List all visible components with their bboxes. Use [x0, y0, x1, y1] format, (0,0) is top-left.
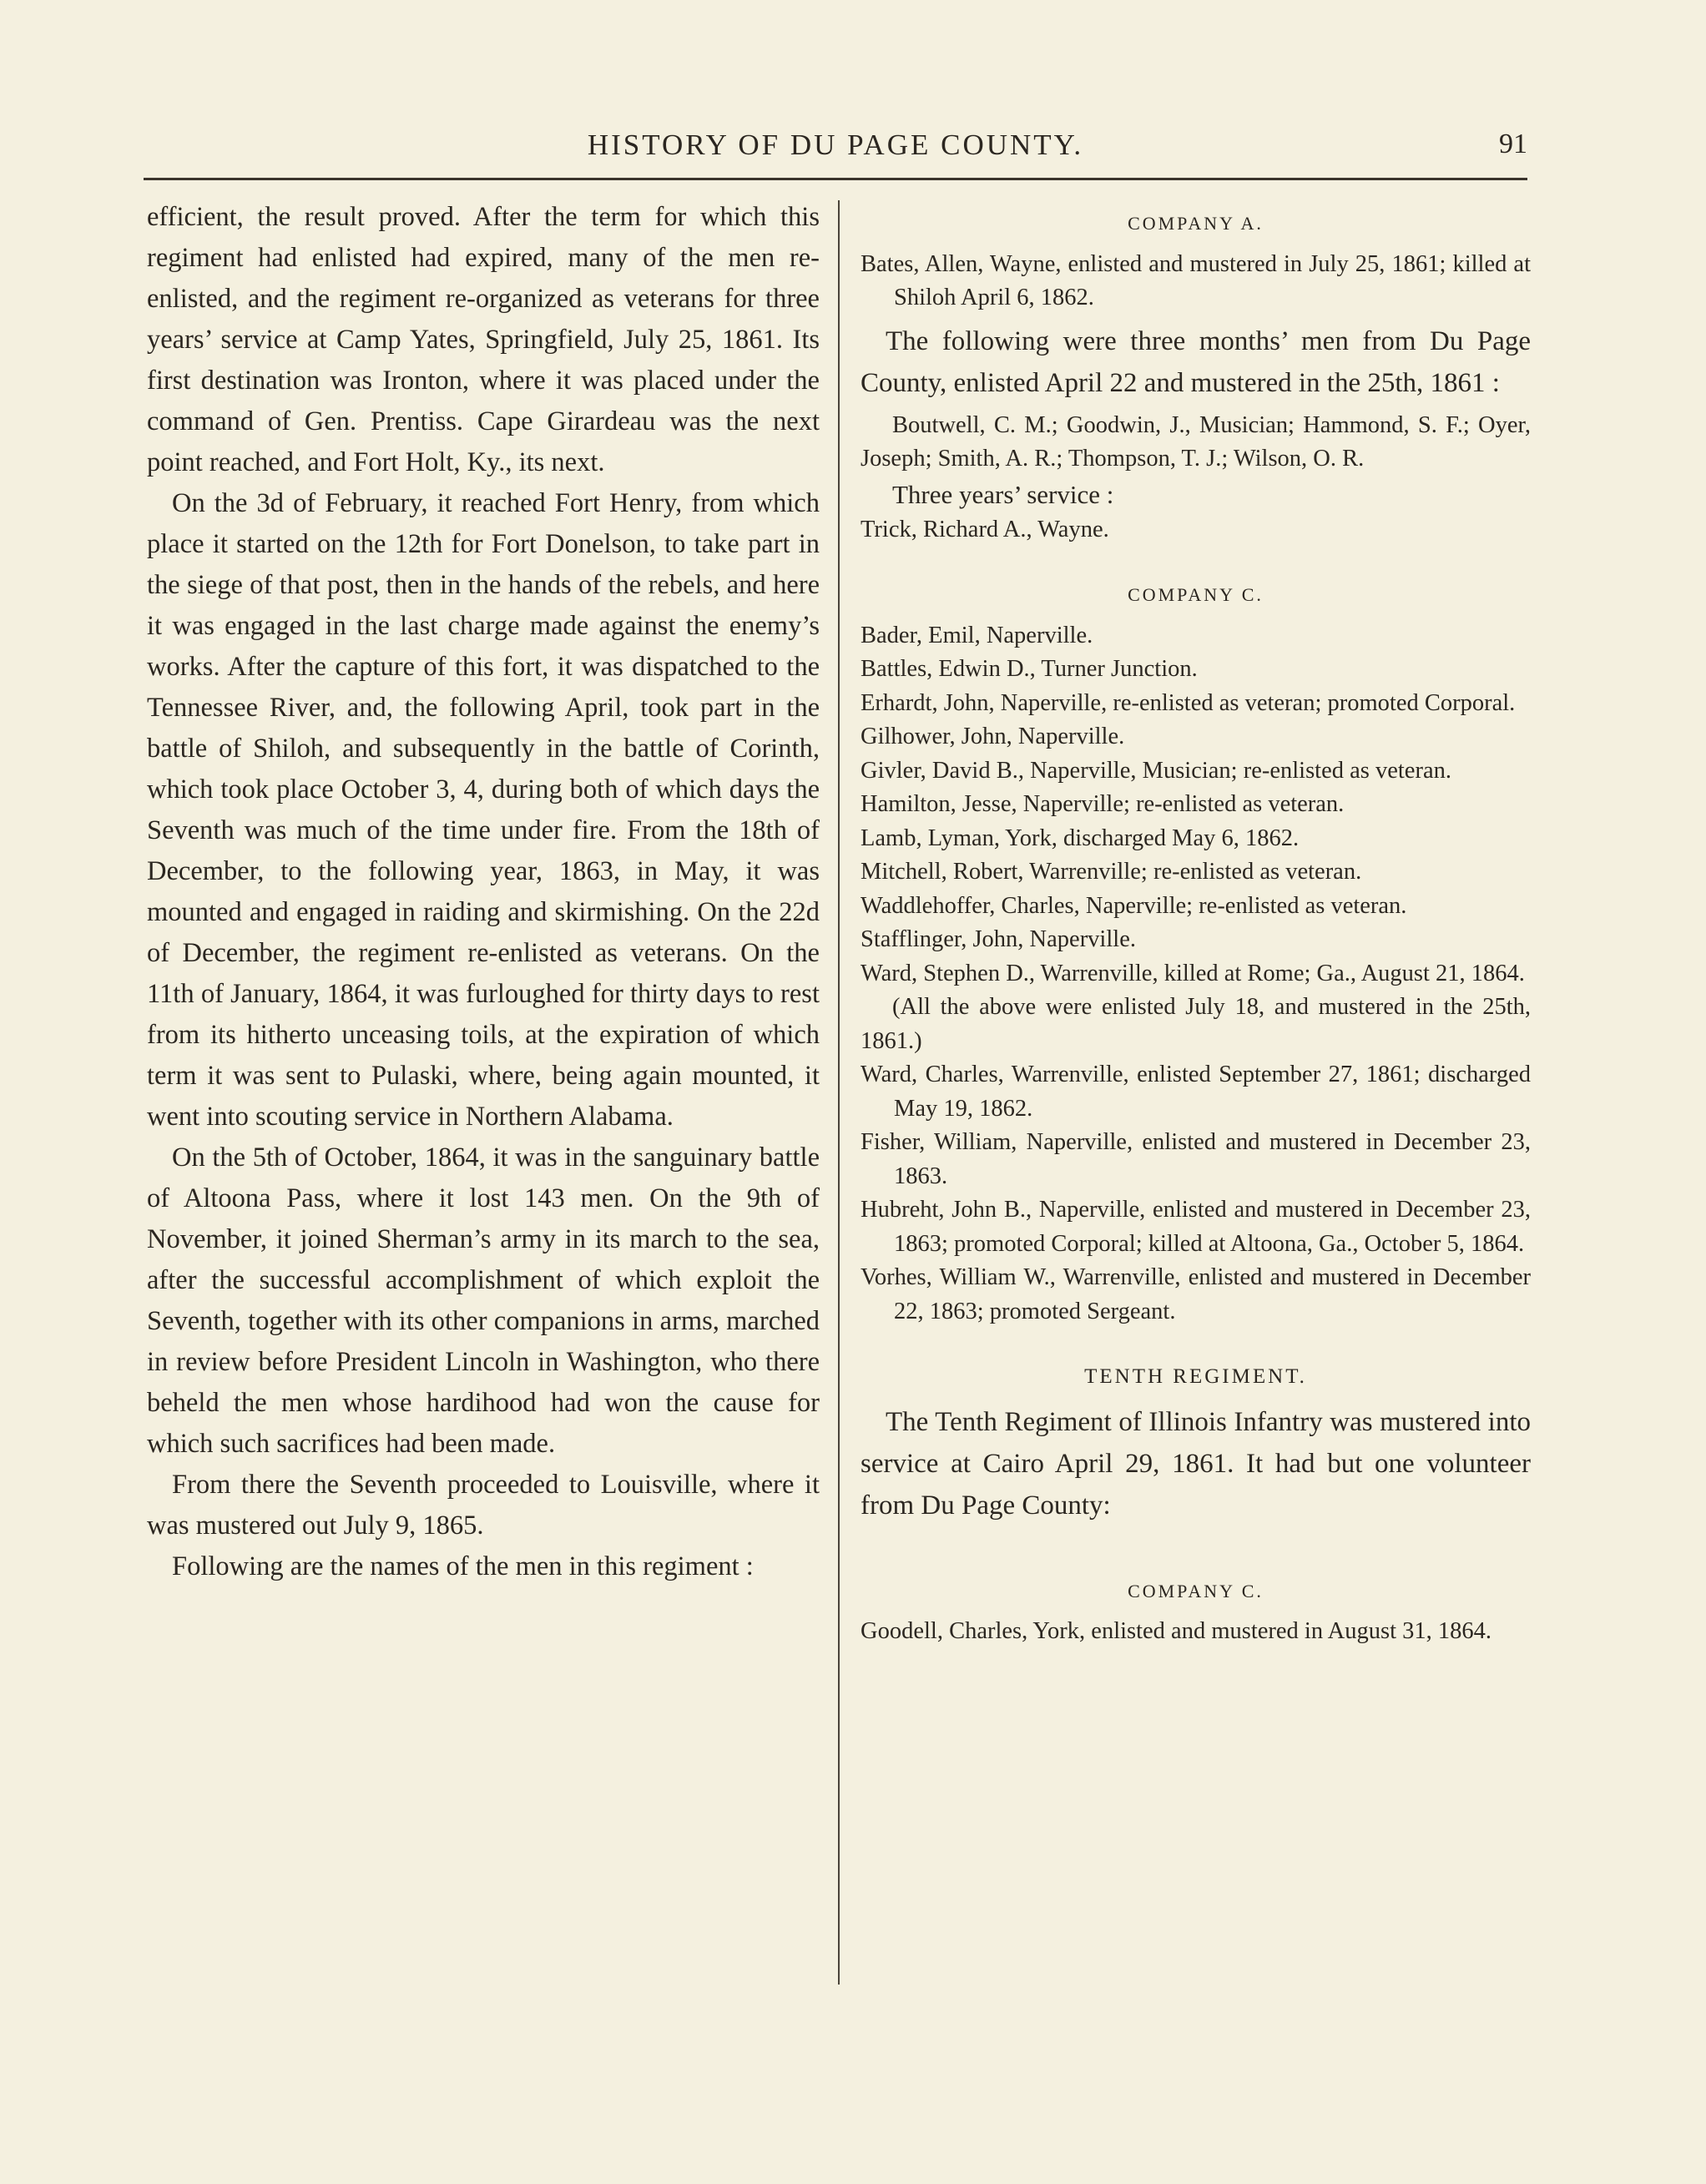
roster-entry: Givler, David B., Naperville, Musician; re-enlisted as veteran.	[861, 757, 1451, 784]
roster-entry: Vorhes, William W., Warrenville, enlisted and mustered in December 22, 1863; promoted Sergeant.	[861, 1264, 1531, 1324]
roster-entry: Mitchell, Robert, Warrenville; re-enlisted as veteran.	[861, 859, 1362, 885]
paragraph: From there the Seventh proceeded to Louisville, where it was mustered out July 9, 1865.	[147, 1470, 820, 1541]
running-title: HISTORY OF DU PAGE COUNTY.	[587, 129, 1084, 161]
paragraph: efficient, the result proved. After the term for which this regiment had enlisted had expired, many of the men re-enlisted, and the regiment re-organized as veterans for three years’ service at Camp Yates, Springfield, July 25, 1861. Its first destination was Ironton, where it was placed under the command of Gen. Prentiss. Cape Girardeau was the next point reached, and Fort Holt, Ky., its next.	[147, 202, 820, 477]
tenth-regiment-intro: The Tenth Regiment of Illinois Infantry was mustered into service at Cairo April 29, 1861. It had but one volunteer from Du Page County:	[861, 1406, 1531, 1521]
right-column	[861, 200, 1531, 1649]
roster-entry: Hamilton, Jesse, Naperville; re-enlisted as veteran.	[861, 791, 1345, 817]
roster-entry: Fisher, William, Naperville, enlisted and mustered in December 23, 1863.	[861, 1129, 1531, 1189]
three-months-intro: The following were three months’ men from Du Page County, enlisted April 22 and mustered in the 25th, 1861 :	[861, 325, 1531, 398]
roster-entry: Trick, Richard A., Wayne.	[861, 516, 1109, 542]
roster-entry: Bader, Emil, Naperville.	[861, 622, 1093, 648]
column-divider	[838, 200, 840, 1985]
header-rule	[144, 178, 1527, 180]
paragraph: On the 3d of February, it reached Fort Henry, from which place it started on the 12th for Fort Donelson, to take part in the siege of that post, then in the hands of the rebels, and here it was engaged in the last charge made against the enemy’s works. After the capture of this fort, it was dispatched to the Tennessee River, and, the following April, took part in the battle of Shiloh, and subsequently in the battle of Corinth, which took place October 3, 4, during both of which days the Seventh was much of the time under fire. From the 18th of December, to the following year, 1863, in May, it was mounted and engaged in raiding and skirmishing. On the 22d of December, the regiment re-enlisted as veterans. On the 11th of January, 1864, it was furloughed for thirty days to rest from its hitherto unceasing toils, at the expiration of which term it was sent to Pulaski, where, being again mounted, it went into scouting service in Northern Alabama.	[147, 488, 820, 1132]
three-years-label: Three years’ service :	[892, 479, 1114, 509]
roster-entry: Erhardt, John, Naperville, re-enlisted as veteran; promoted Corporal.	[861, 689, 1516, 716]
paragraph: On the 5th of October, 1864, it was in the sanguinary battle of Altoona Pass, where it lost 143 men. On the 9th of November, it joined Sherman’s army in its march to the sea, after the successful accomplishment of which exploit the Seventh, together with its other companions in arms, marched in review before President Lincoln in Washington, who there beheld the men whose hardihood had won the cause for which such sacrifices had been made.	[147, 1142, 820, 1459]
roster-entry: Ward, Charles, Warrenville, enlisted September 27, 1861; discharged May 19, 1862.	[861, 1062, 1531, 1122]
left-column	[147, 197, 820, 1587]
enlistment-note: (All the above were enlisted July 18, and mustered in the 25th, 1861.)	[861, 994, 1531, 1054]
roster-entry: Ward, Stephen D., Warrenville, killed at Rome; Ga., August 21, 1864.	[861, 960, 1525, 986]
three-months-names: Boutwell, C. M.; Goodwin, J., Musician; Hammond, S. F.; Oyer, Joseph; Smith, A. R.; Thompson, T. J.; Wilson, O. R.	[861, 411, 1531, 472]
roster-entry: Lamb, Lyman, York, discharged May 6, 1862.	[861, 825, 1300, 851]
roster-entry: Waddlehoffer, Charles, Naperville; re-enlisted as veteran.	[861, 892, 1407, 919]
company-a-heading: COMPANY A.	[1128, 213, 1264, 234]
roster-entry: Battles, Edwin D., Turner Junction.	[861, 656, 1198, 682]
roster-entry: Hubreht, John B., Naperville, enlisted and mustered in December 23, 1863; promoted Corporal; killed at Altoona, Ga., October 5, 1864.	[861, 1197, 1531, 1257]
company-c-heading: COMPANY C.	[1128, 584, 1264, 605]
running-head	[144, 124, 1527, 174]
roster-entry: Stafflinger, John, Naperville.	[861, 926, 1136, 952]
paragraph: Following are the names of the men in this regiment :	[172, 1551, 754, 1581]
tenth-company-c-heading: COMPANY C.	[1128, 1580, 1264, 1601]
roster-entry: Goodell, Charles, York, enlisted and mustered in August 31, 1864.	[861, 1618, 1491, 1644]
roster-entry: Bates, Allen, Wayne, enlisted and mustered in July 25, 1861; killed at Shiloh April 6, 1862.	[861, 250, 1531, 310]
roster-entry: Gilhower, John, Naperville.	[861, 724, 1125, 749]
tenth-regiment-heading: TENTH REGIMENT.	[1084, 1365, 1307, 1388]
page-number: 91	[1499, 129, 1527, 159]
